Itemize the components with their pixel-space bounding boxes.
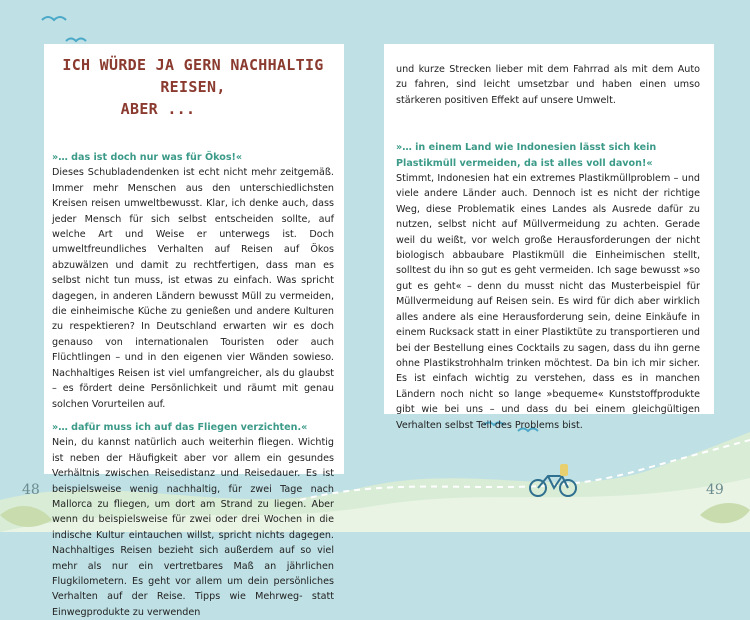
page-title [52, 54, 334, 120]
section-body: Nein, du kannst natürlich auch weiterhin fliegen. Wichtig ist neben der Häufigkeit aber vor allem ein gesundes Verhältnis zwischen Reisedistanz und Reisedauer. Es ist beispielsweise wenig nachhaltig, für zwei Tage nach Mallorca zu fliegen, um dort am Strand zu liegen. Aber wenn du beispielsweise für zwei oder drei Wochen in die indische Kultur eintauchen willst, spricht nichts dagegen. Nachhaltiges Reisen bezieht sich außerdem auf so viel mehr als nur ein vertretbares Maß an jährlichen Flugkilometern. Es geht vor allem um dein persönliches Verhalten auf der Reise. Tipps wie Mehrweg- statt Einwegprodukte zu verwenden [52, 437, 334, 618]
right-page [384, 44, 714, 431]
section-heading: »… das ist doch nur was für Ökos!« [52, 152, 243, 163]
intro-body: und kurze Strecken lieber mit dem Fahrrad als mit dem Auto zu fahren, sind leicht umsetzbar und haben einen umso stärkeren positiven Effekt auf unsere Umwelt. [396, 64, 700, 106]
section-body: Dieses Schubladendenken ist echt nicht mehr zeitgemäß. Immer mehr Menschen aus den unterschiedlichsten Kreisen reisen umweltbewusst. Klar, ich denke auch, dass jeder Mensch für sich selbst entscheiden sollte, auf welche Art und Weise er unterwegs ist. Doch umweltfreundliches Verhalten auf Reisen auf Ökos abzuwälzen und damit zu rechtfertigen, dass man es selbst nicht tun muss, ist etwas zu einfach. Was spricht dagegen, in anderen Ländern bewusst Müll zu vermeiden, die einheimische Küche zu genießen und andere Kulturen zu respektieren? In Deutschland erwarten wir es doch genauso von internationalen Touristen oder auch Flüchtlingen – und in den eigenen vier Wänden sowieso. Nachhaltiges Reisen ist viel umfangreicher, als du glaubst – es fördert deine Persönlichkeit und räumt mit genau solchen Vorurteilen auf. [52, 167, 334, 410]
section-body: Stimmt, Indonesien hat ein extremes Plastikmüllproblem – und viele andere Länder auch. Dennoch ist es nicht der richtige Weg, diese Problematik eines Landes als Ausrede dafür zu nutzen, selbst nicht auf Müllvermeidung zu achten. Gerade weil du weißt, vor welch große Herausforderungen der nicht biologisch abbaubare Plastikmüll die Einheimischen stellt, solltest du ihn so gut es geht vermeiden. Ich sage bewusst »so gut es geht« – denn du musst nicht das Musterbeispiel für Müllvermeidung auf Reisen sein. Es wird für dich aber wirklich alles andere als eine Herausforderung sein, deine Einkäufe in einem Rucksack statt in einer Plastiktüte zu transportieren und bei der Bestellung eines Cocktails zu sagen, dass du ihn gerne ohne Plastikstrohhalm trinken möchtest. Da bin ich mir sicher. Es ist einfach wichtig zu verstehen, dass es in manchen Ländern noch nicht so lange »bequeme« Kunststoffprodukte gibt wie bei uns – und dass du bei einem gleichgültigen Verhalten selbst Teil des Problems bist. [396, 173, 700, 431]
left-page [44, 44, 344, 618]
section-heading: »… dafür muss ich auf das Fliegen verzichten.« [52, 421, 308, 433]
title-line-1: ICH WÜRDE JA GERN NACHHALTIG REISEN, [62, 56, 324, 96]
title-line-2: ABER ... [120, 100, 196, 118]
section-heading: »… in einem Land wie Indonesien lässt sich kein Plastikmüll vermeiden, da ist alles voll davon!« [396, 142, 657, 169]
bird-icon [40, 12, 80, 26]
page-number-right: 49 [706, 482, 724, 498]
page-number-left: 48 [22, 482, 40, 498]
